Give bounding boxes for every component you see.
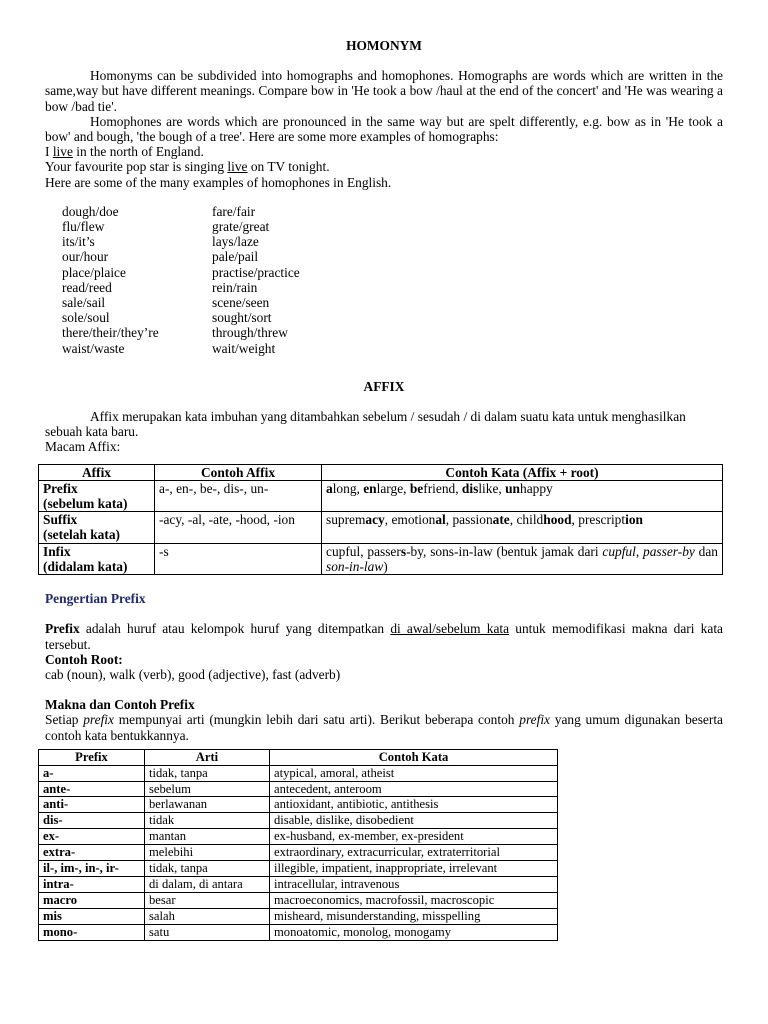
affix-word-segment: -by, sons-in-law (bentuk jamak dari (406, 543, 603, 559)
prefix-table-header-cell: Prefix (39, 749, 145, 765)
prefix-table-row (39, 765, 558, 781)
example-text: Your favourite pop star is singing (45, 159, 228, 175)
definition-text: adalah huruf atau kelompok huruf yang ditempatkan (79, 621, 391, 637)
homophone-pair: sole/soul (62, 310, 110, 326)
affix-title: AFFIX (363, 378, 405, 394)
affix-word-segment: suprem (326, 512, 366, 528)
affix-word-segment: son-in-law (326, 558, 384, 574)
homophone-pair: grate/great (212, 219, 270, 235)
affix-word-segment: dan (694, 543, 718, 559)
homograph-example-1 (45, 144, 723, 159)
affix-type-name: Suffix (43, 512, 78, 528)
homophone-pair: read/reed (62, 279, 112, 295)
prefix-table-row (39, 924, 558, 940)
example-text: on TV tonight. (247, 159, 330, 175)
prefix-cell: mono- (39, 924, 145, 940)
example-words-cell: ex-husband, ex-member, ex-president (270, 829, 558, 845)
homophone-pair: lays/laze (212, 234, 259, 250)
affix-type-cell (39, 480, 155, 511)
prefix-section-heading: Pengertian Prefix (45, 591, 146, 607)
example-words-cell: extraordinary, extracurricular, extraterritorial (270, 845, 558, 861)
example-words-cell: illegible, impatient, inappropriate, irrelevant (270, 861, 558, 877)
affix-table-header (39, 464, 723, 480)
meaning-cell: mantan (145, 829, 270, 845)
root-label (45, 652, 723, 667)
example-words-cell: monoatomic, monolog, monogamy (270, 924, 558, 940)
homonym-paragraph-2: Homophones are words which are pronounced in the same way but are spelt differently, e.g. bow as in 'He took a bow' and bough, 'the bough of a tree'. Here are some more examples of homographs: (45, 113, 723, 145)
affix-example-cell: a-, en-, be-, dis-, un- (155, 480, 322, 511)
affix-word-segment: ) (383, 558, 388, 574)
affix-word-segment: long, (332, 480, 364, 496)
makna-text: mempunyai arti (mungkin lebih dari satu arti). Berikut beberapa contoh (113, 712, 520, 728)
makna-heading-text: Makna dan Contoh Prefix (45, 697, 195, 713)
example-words-cell: intracellular, intravenous (270, 876, 558, 892)
affix-word-segment: like, (478, 480, 506, 496)
affix-table-header-cell: Affix (39, 464, 155, 480)
prefix-table-header-cell: Arti (145, 749, 270, 765)
homophone-intro: Here are some of the many examples of homophones in English. (45, 174, 392, 190)
affix-paragraph: Affix merupakan kata imbuhan yang ditambahkan sebelum / sesudah / di dalam suatu kata untuk menghasilkan sebuah kata baru. (45, 409, 686, 440)
affix-word-segment: ate (492, 512, 510, 528)
prefix-table-row (39, 861, 558, 877)
homonym-title: HOMONYM (346, 38, 422, 53)
makna-text: Setiap (45, 712, 84, 728)
affix-word-segment: happy (520, 480, 553, 496)
affix-words-cell (322, 512, 723, 543)
meaning-cell: besar (145, 892, 270, 908)
affix-type-name: Prefix (43, 480, 78, 496)
root-examples: cab (noun), walk (verb), good (adjective), fast (adverb) (45, 666, 341, 682)
example-words-cell: disable, dislike, disobedient (270, 813, 558, 829)
prefix-cell: mis (39, 908, 145, 924)
affix-type-name: Infix (43, 543, 71, 559)
affix-word-segment: cupful, passer (326, 543, 401, 559)
example-words-cell: antioxidant, antibiotic, antithesis (270, 797, 558, 813)
definition-text: untuk memodifikasi makna dari kata tersebut. (45, 621, 723, 652)
affix-word-segment: , prescript (571, 512, 626, 528)
affix-words-cell (322, 543, 723, 574)
meaning-cell: di dalam, di antara (145, 876, 270, 892)
affix-word-segment: be (409, 480, 424, 496)
document-page (45, 38, 723, 941)
homophone-pair: pale/pail (212, 249, 259, 265)
affix-type-desc: (setelah kata) (43, 527, 120, 543)
affix-word-segment: al (435, 512, 446, 528)
example-words-cell: misheard, misunderstanding, misspelling (270, 908, 558, 924)
affix-table-row (39, 512, 723, 543)
homophone-list (62, 204, 723, 356)
affix-words-cell (322, 480, 723, 511)
homophone-pair: our/hour (62, 249, 109, 265)
makna-heading (45, 697, 723, 712)
affix-word-segment: hood (543, 512, 572, 528)
prefix-table-header (39, 749, 558, 765)
affix-word-segment: friend, (423, 480, 462, 496)
meaning-cell: sebelum (145, 781, 270, 797)
affix-word-segment: ion (625, 512, 643, 528)
affix-word-segment: acy (365, 512, 385, 528)
prefix-definition (45, 621, 723, 651)
prefix-table-row (39, 876, 558, 892)
prefix-cell: anti- (39, 797, 145, 813)
affix-table-row (39, 543, 723, 574)
meaning-cell: salah (145, 908, 270, 924)
prefix-cell: extra- (39, 845, 145, 861)
affix-types-label: Macam Affix: (45, 439, 121, 455)
homophone-pair: waist/waste (62, 340, 125, 356)
affix-word-segment: en (363, 480, 377, 496)
example-underlined-word: live (52, 144, 73, 160)
prefix-table-row (39, 829, 558, 845)
homophone-pair: dough/doe (62, 203, 119, 219)
example-text: in the north of England. (72, 144, 204, 160)
affix-word-segment: , child (509, 512, 544, 528)
homophone-pair: flu/flew (62, 219, 105, 235)
prefix-table-header-cell: Contoh Kata (270, 749, 558, 765)
prefix-cell: macro (39, 892, 145, 908)
prefix-table-row (39, 908, 558, 924)
meaning-cell: berlawanan (145, 797, 270, 813)
affix-table-row (39, 480, 723, 511)
homophone-pair: its/it’s (62, 234, 95, 250)
affix-type-desc: (sebelum kata) (43, 496, 128, 512)
affix-word-segment: cupful (602, 543, 636, 559)
meaning-cell: melebihi (145, 845, 270, 861)
prefix-table-row (39, 845, 558, 861)
affix-word-segment: un (505, 480, 520, 496)
prefix-table-row (39, 813, 558, 829)
meaning-cell: tidak (145, 813, 270, 829)
homophone-pair: practise/practice (212, 264, 300, 280)
affix-word-segment: dis (461, 480, 479, 496)
homophone-pair: wait/weight (212, 340, 276, 356)
homophone-pair: place/plaice (62, 264, 126, 280)
prefix-cell: a- (39, 765, 145, 781)
example-underlined-word: live (227, 159, 248, 175)
affix-word-segment: , (635, 543, 644, 559)
homophone-pair: fare/fair (212, 203, 256, 219)
example-words-cell: atypical, amoral, atheist (270, 765, 558, 781)
prefix-cell: dis- (39, 813, 145, 829)
prefix-cell: il-, im-, in-, ir- (39, 861, 145, 877)
example-words-cell: macroeconomics, macrofossil, macroscopic (270, 892, 558, 908)
prefix-cell: ex- (39, 829, 145, 845)
affix-type-cell (39, 543, 155, 574)
homograph-example-2 (45, 159, 723, 174)
affix-type-desc: (didalam kata) (43, 558, 128, 574)
affix-table-header-cell: Contoh Affix (155, 464, 322, 480)
homophone-pair: there/their/they’re (62, 325, 159, 341)
homophone-pair: sale/sail (62, 295, 106, 311)
meaning-cell: satu (145, 924, 270, 940)
homophone-pair: sought/sort (212, 310, 272, 326)
makna-italic: prefix (519, 712, 550, 728)
homophone-pair: scene/seen (212, 295, 270, 311)
affix-example-cell: -acy, -al, -ate, -hood, -ion (155, 512, 322, 543)
meaning-cell: tidak, tanpa (145, 765, 270, 781)
prefix-term: Prefix (45, 621, 80, 637)
makna-italic: prefix (83, 712, 114, 728)
affix-word-segment: a (326, 480, 333, 496)
makna-paragraph (45, 712, 723, 742)
example-text: I (45, 144, 53, 160)
affix-type-cell (39, 512, 155, 543)
affix-word-segment: large, (376, 480, 410, 496)
homonym-paragraph-1: Homonyms can be subdivided into homographs and homophones. Homographs are words which are written in the same,way but have different meanings. Compare bow in 'He took a bow /haul at the end of the concert' and 'He was wearing a bow /bad tie'. (45, 68, 723, 114)
affix-table-header-cell: Contoh Kata (Affix + root) (322, 464, 723, 480)
prefix-cell: ante- (39, 781, 145, 797)
prefix-table-row (39, 797, 558, 813)
affix-word-segment: , emotion (384, 512, 436, 528)
affix-word-segment: , passion (445, 512, 493, 528)
affix-word-segment: s (400, 543, 407, 559)
prefix-cell: intra- (39, 876, 145, 892)
affix-word-segment: passer-by (643, 543, 695, 559)
example-words-cell: antecedent, anteroom (270, 781, 558, 797)
prefix-table-row (39, 892, 558, 908)
meaning-cell: tidak, tanpa (145, 861, 270, 877)
definition-underlined: di awal/sebelum kata (390, 621, 510, 637)
makna-text: yang umum digunakan beserta contoh kata bentukkannya. (45, 712, 723, 743)
root-label-text: Contoh Root: (45, 651, 123, 667)
prefix-table-row (39, 781, 558, 797)
homophone-pair: rein/rain (212, 279, 258, 295)
homophone-pair: through/threw (212, 325, 288, 341)
affix-example-cell: -s (155, 543, 322, 574)
affix-table (38, 464, 723, 575)
prefix-table (38, 749, 558, 941)
